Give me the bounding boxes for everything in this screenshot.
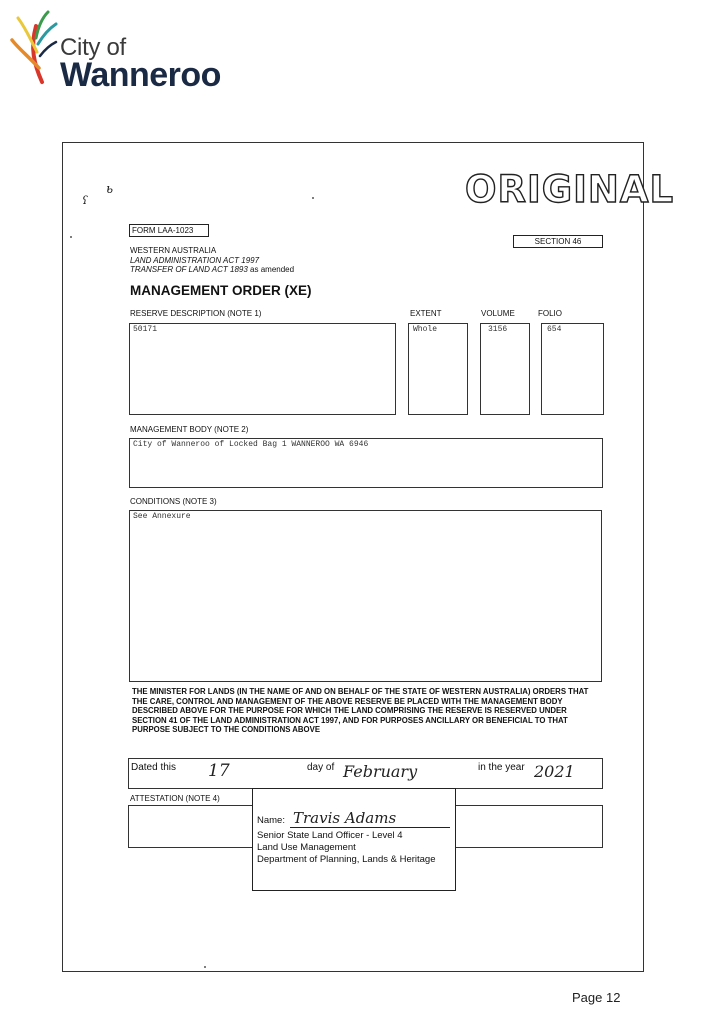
extent-value: Whole <box>413 325 438 334</box>
conditions-value: See Annexure <box>133 512 191 521</box>
folio-box <box>541 323 604 415</box>
scan-dot <box>70 236 72 238</box>
kangaroo-paw-logo-icon <box>8 8 58 88</box>
conditions-label: CONDITIONS (NOTE 3) <box>130 497 217 506</box>
document-title: MANAGEMENT ORDER (XE) <box>130 283 312 298</box>
dated-month-value: February <box>343 762 418 781</box>
city-of-wanneroo-logo <box>8 8 228 94</box>
section-box: SECTION 46 <box>513 235 603 248</box>
form-number: FORM LAA-1023 <box>129 224 209 237</box>
dated-day-value: 17 <box>208 761 230 781</box>
state-label: WESTERN AUSTRALIA <box>130 246 217 255</box>
reserve-description-box <box>129 323 396 415</box>
scan-mark: ʕ <box>82 194 88 207</box>
act-2-name: TRANSFER OF LAND ACT 1893 <box>130 265 248 274</box>
minister-order-paragraph: THE MINISTER FOR LANDS (IN THE NAME OF AND ON BEHALF OF THE STATE OF WESTERN AUSTRALIA) ORDERS THAT THE CARE, CONTROL AND MANAGEMENT OF THE ABOVE RESERVE BE PLACED WITH THE MANAGEMENT BODY DESCRIBED ABOVE FOR THE PURPOSE FOR WHICH THE LAND COMPRISING THE RESERVE IS RESERVED UNDER SECTION 41 OF THE LAND ADMINISTRATION ACT 1997, AND FOR PURPOSES ANCILLARY OR BENEFICIAL TO THAT PURPOSE SUBJECT TO THE CONDITIONS ABOVE <box>132 687 589 735</box>
officer-position: Senior State Land Officer - Level 4 <box>257 830 403 841</box>
volume-label: VOLUME <box>481 309 515 318</box>
volume-box <box>480 323 530 415</box>
day-of-label: day of <box>307 762 335 773</box>
dated-this-label: Dated this <box>131 762 177 773</box>
volume-value: 3156 <box>488 325 508 334</box>
officer-stamp <box>252 788 456 891</box>
scan-dot <box>312 197 314 199</box>
management-body-label: MANAGEMENT BODY (NOTE 2) <box>130 425 249 434</box>
original-stamp: ORIGINAL <box>465 168 675 211</box>
extent-label: EXTENT <box>410 309 442 318</box>
in-the-year-label: in the year <box>478 762 525 773</box>
conditions-box <box>129 510 602 682</box>
folio-label: FOLIO <box>538 309 563 318</box>
logo-name-text: Wanneroo <box>60 56 221 94</box>
officer-unit: Land Use Management <box>257 842 356 853</box>
management-body-box <box>129 438 603 488</box>
dated-year-value: 2021 <box>534 762 575 781</box>
reserve-description-label: RESERVE DESCRIPTION (NOTE 1) <box>130 309 262 318</box>
logo-city-text: City of <box>60 34 126 61</box>
management-body-value: City of Wanneroo of Locked Bag 1 WANNEROO WA 6946 <box>133 440 369 449</box>
signature: Travis Adams <box>293 809 397 827</box>
folio-value: 654 <box>547 325 562 334</box>
act-1: LAND ADMINISTRATION ACT 1997 <box>130 255 260 265</box>
officer-department: Department of Planning, Lands & Heritage <box>257 854 436 865</box>
scan-dot <box>204 966 206 968</box>
attestation-label: ATTESTATION (NOTE 4) <box>130 794 220 803</box>
scan-mark: ь <box>106 182 114 197</box>
reserve-description-value: 50171 <box>133 325 158 334</box>
name-underline <box>290 827 450 828</box>
name-label: Name: <box>257 815 285 826</box>
extent-box <box>408 323 468 415</box>
act-2-suffix: as amended <box>247 265 295 274</box>
page-number: Page 12 <box>572 990 621 1005</box>
act-2 <box>130 265 294 275</box>
